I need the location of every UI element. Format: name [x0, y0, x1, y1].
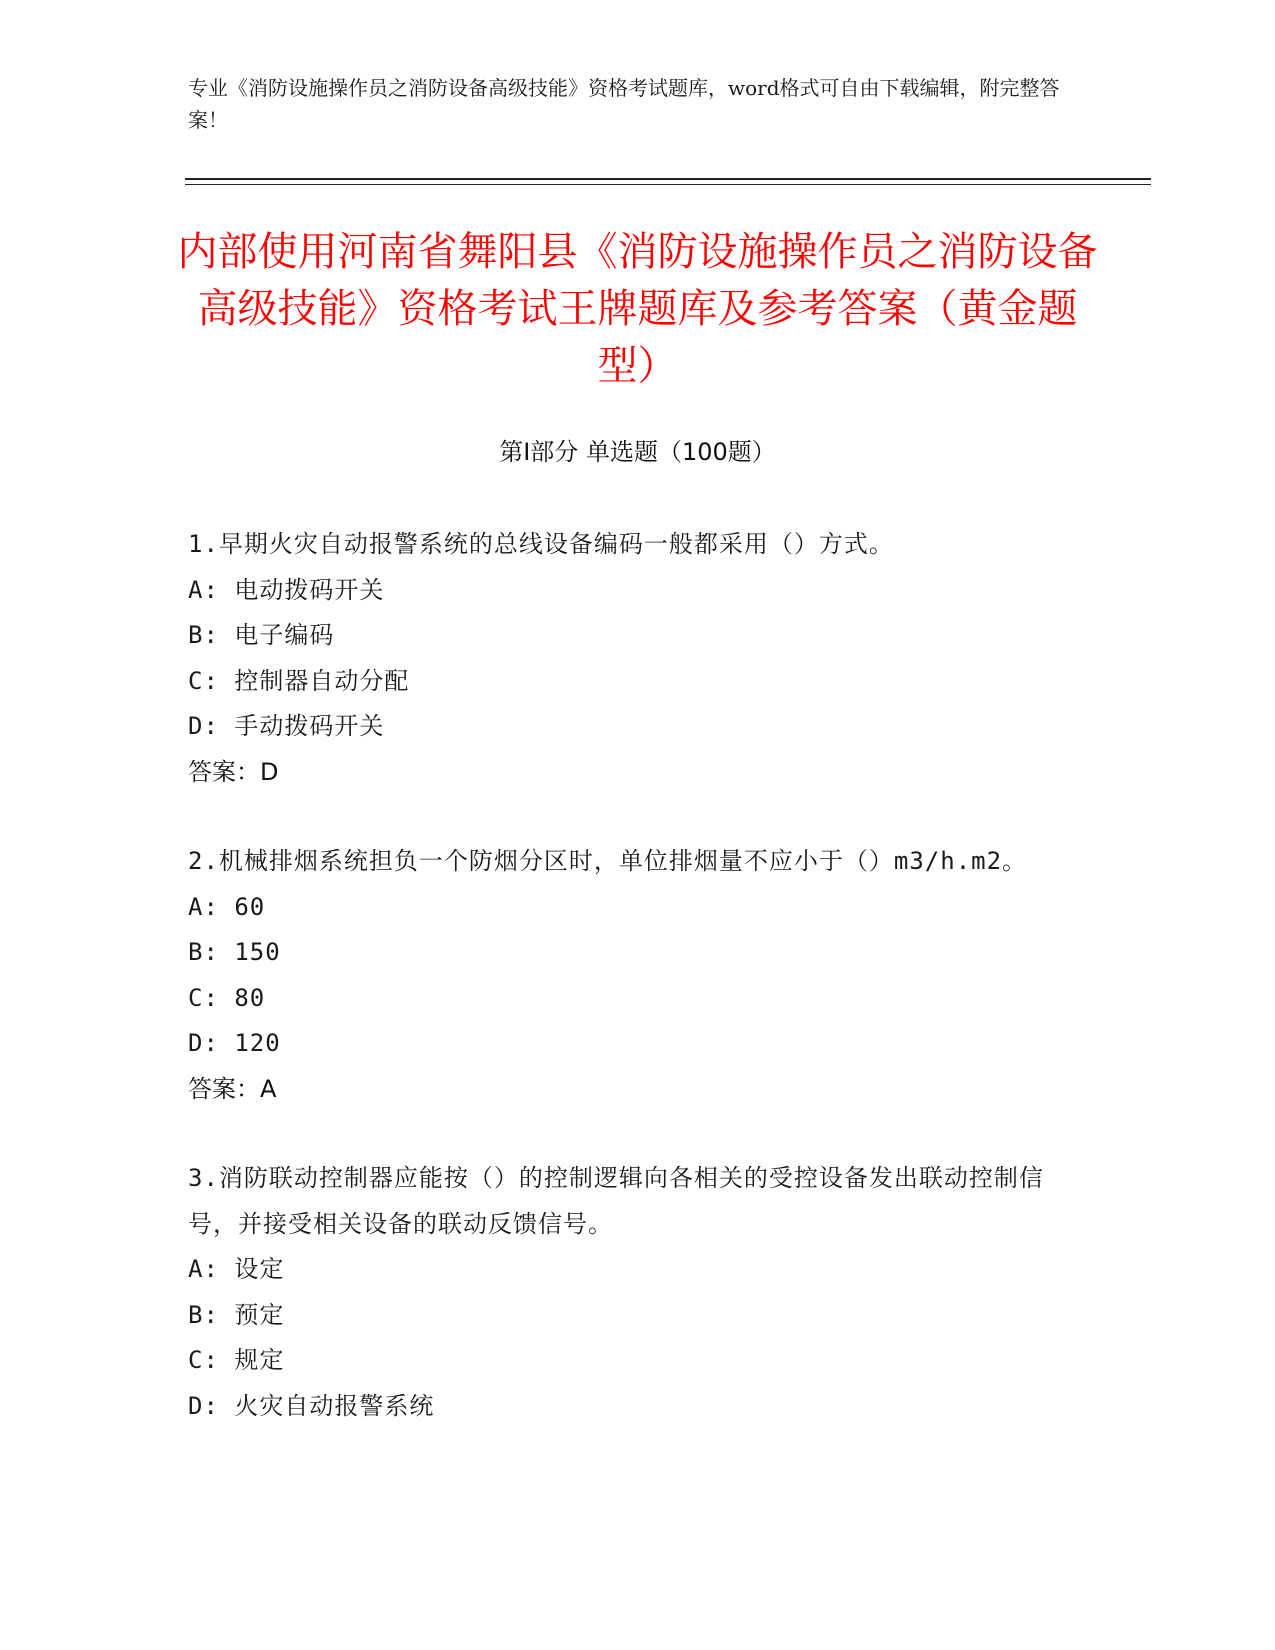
question-stem: 3.消防联动控制器应能按（）的控制逻辑向各相关的受控设备发出联动控制信号，并接受相关设备的联动反馈信号。: [188, 1164, 1044, 1238]
option-d: D: 120: [188, 1029, 281, 1057]
header-divider: [185, 178, 1151, 180]
question-3: [188, 1156, 1068, 1429]
question-1: [188, 522, 1068, 795]
option-d: D: 手动拨码开关: [188, 712, 385, 740]
section-title: 第I部分 单选题（100题）: [499, 438, 776, 466]
header-intro: 专业《消防设施操作员之消防设备高级技能》资格考试题库，word格式可自由下载编辑，附完整答案！: [188, 76, 1060, 132]
option-d: D: 火灾自动报警系统: [188, 1391, 435, 1420]
option-b: B: 150: [188, 938, 281, 966]
option-c: C: 规定: [188, 1346, 285, 1374]
header-divider-thin: [185, 184, 1151, 185]
answer: 答案：A: [188, 1074, 277, 1103]
option-a: A: 60: [188, 892, 266, 921]
option-b: B: 预定: [188, 1300, 285, 1329]
document-title: 内部使用河南省舞阳县《消防设施操作员之消防设备高级技能》资格考试王牌题库及参考答案（黄金题型）: [177, 229, 1098, 389]
question-stem: 2.机械排烟系统担负一个防烟分区时，单位排烟量不应小于（）m3/h.m2。: [188, 847, 1028, 875]
question-2: [188, 839, 1068, 1112]
option-b: B: 电子编码: [188, 621, 335, 649]
answer: 答案：D: [188, 757, 279, 786]
question-list: [188, 522, 1068, 1473]
question-stem: 1.早期火灾自动报警系统的总线设备编码一般都采用（）方式。: [188, 530, 894, 558]
option-a: A: 电动拨码开关: [188, 575, 385, 604]
option-c: C: 80: [188, 983, 266, 1012]
option-a: A: 设定: [188, 1255, 285, 1283]
option-c: C: 控制器自动分配: [188, 666, 410, 695]
